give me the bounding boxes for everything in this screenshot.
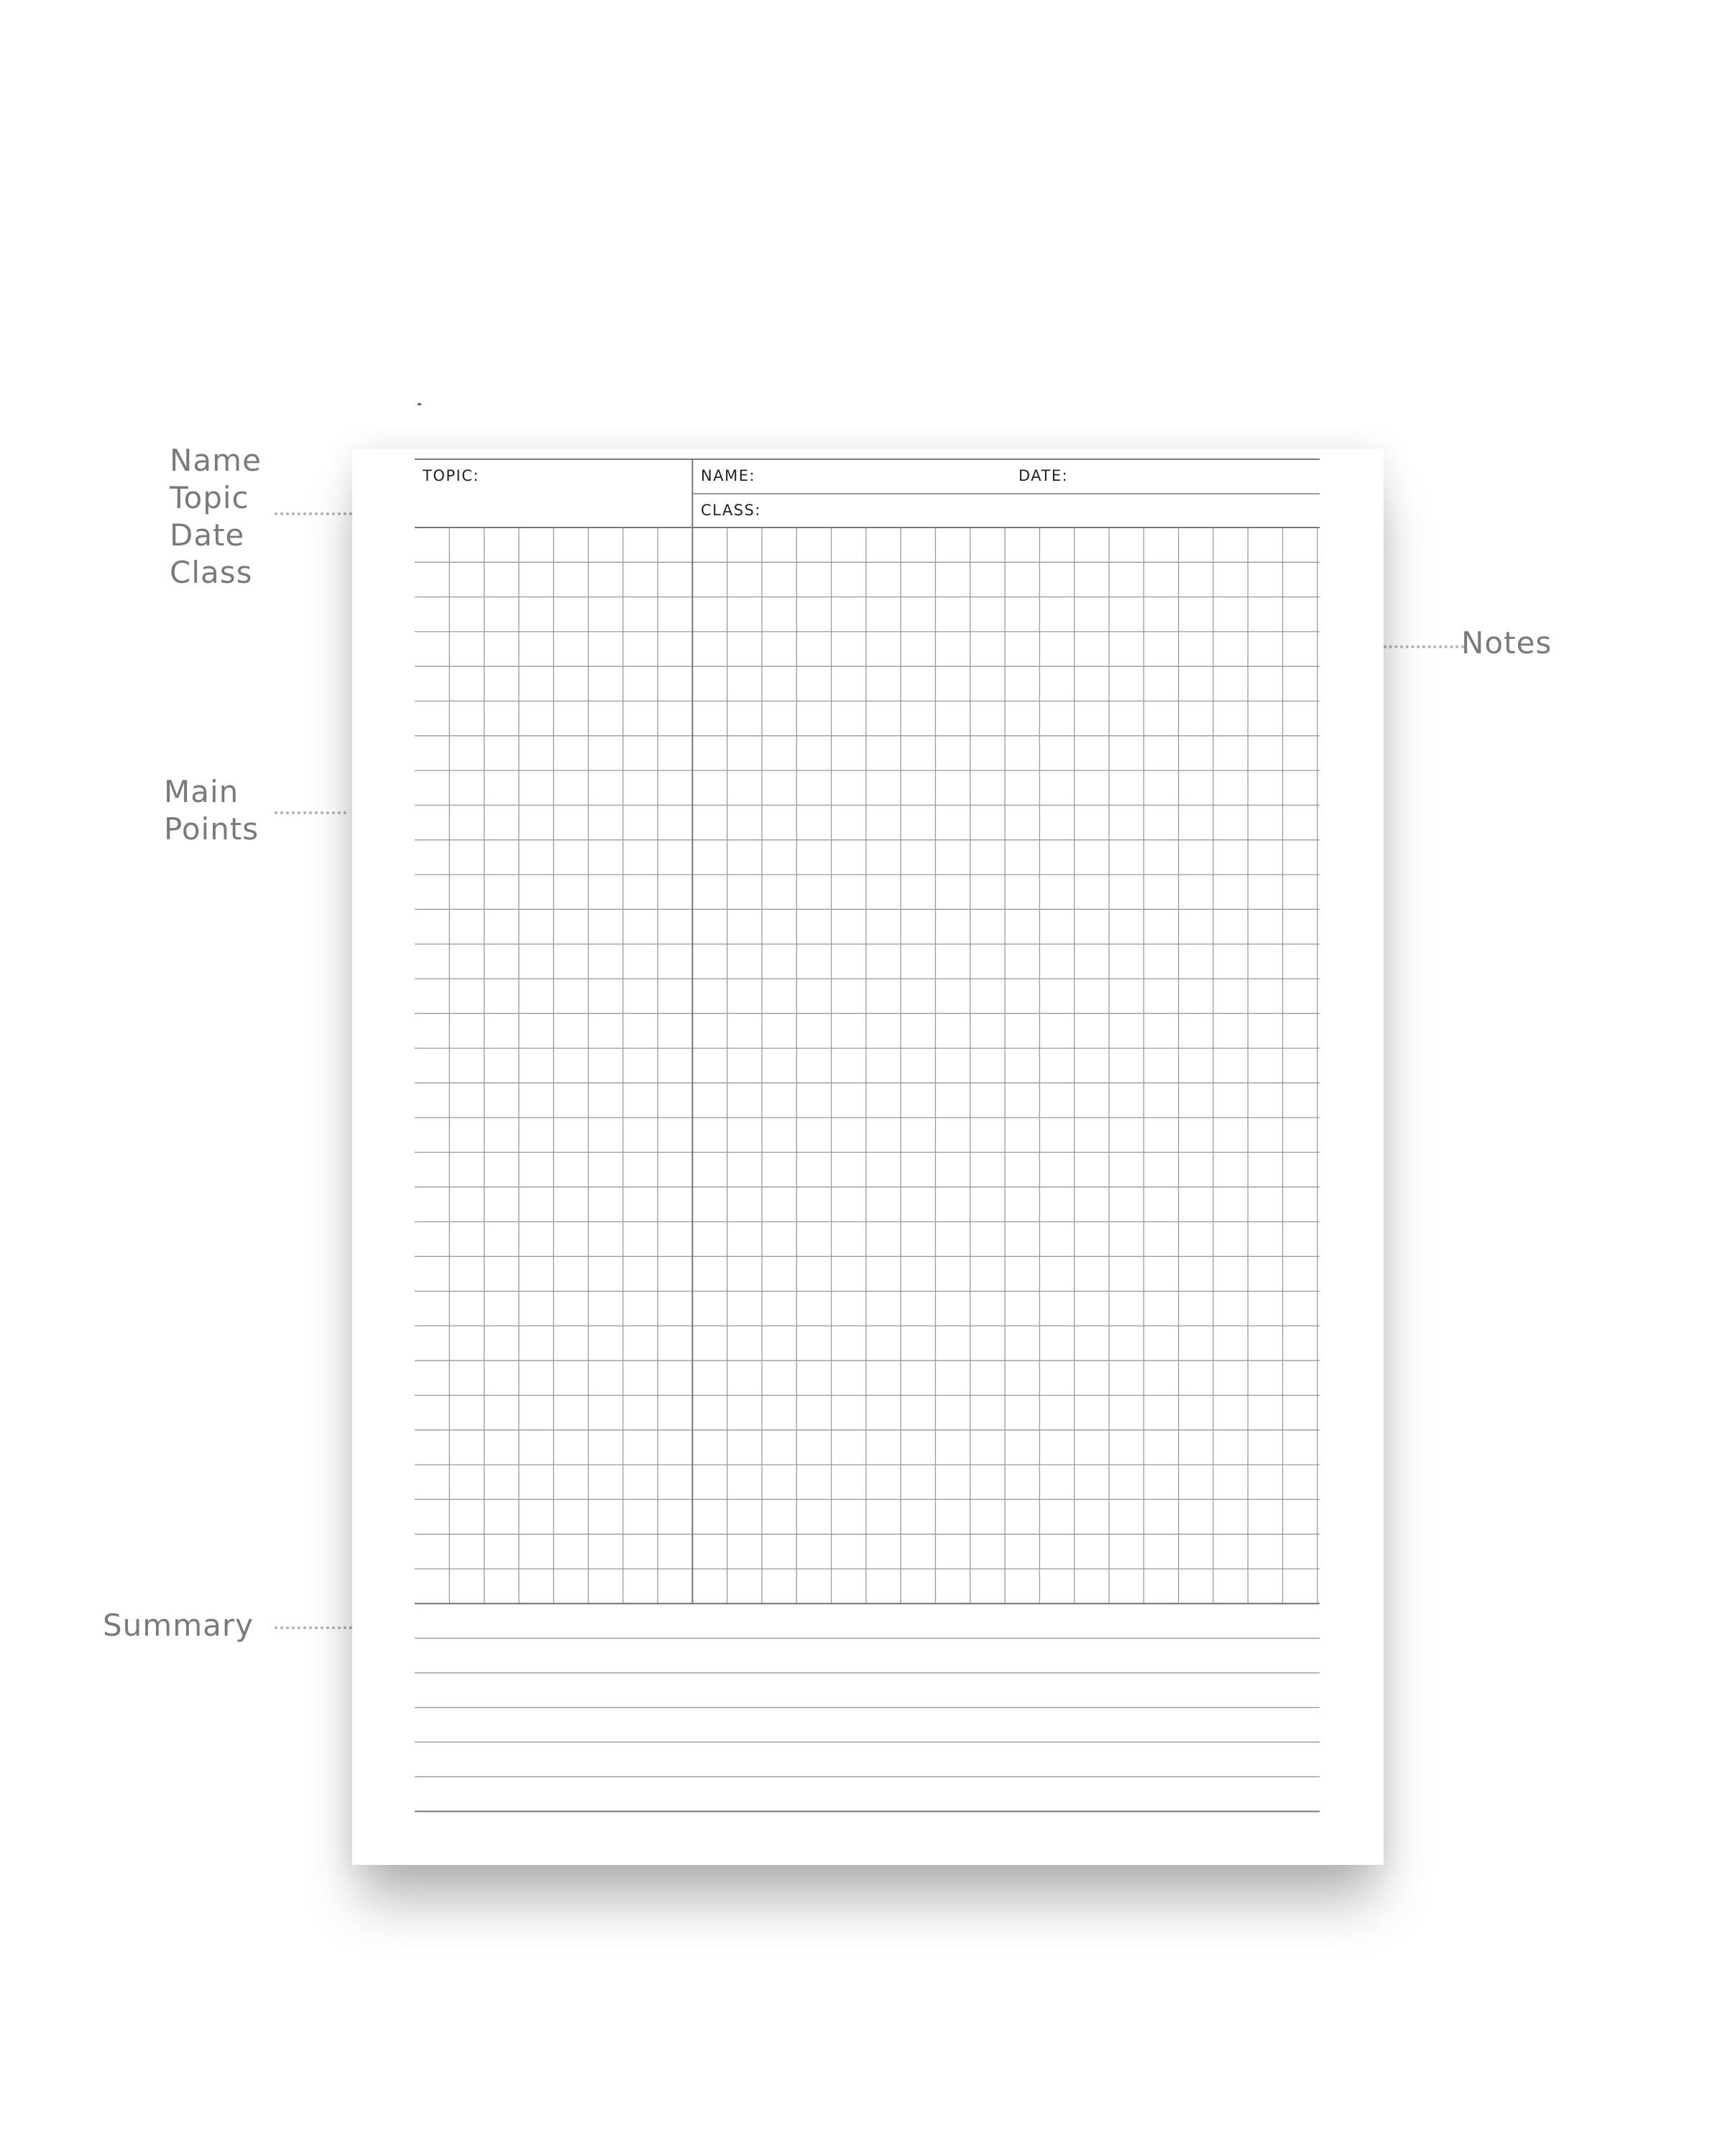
callout-points: Points [164,811,259,847]
class-label: CLASS: [701,502,761,519]
leader-main-points [275,811,346,814]
topic-label: TOPIC: [423,467,479,484]
callout-topic: Topic [170,480,249,515]
callout-header-fields [170,442,262,591]
callout-main-points [164,773,259,848]
callout-class: Class [170,555,253,590]
leader-header-fields [275,512,352,515]
callout-name: Name [170,443,262,478]
sheet-lines [415,459,1320,1817]
date-label: DATE: [1018,467,1069,484]
callout-summary: Summary [103,1608,254,1643]
leader-notes [1384,645,1464,648]
name-label: NAME: [701,467,756,484]
callout-date: Date [170,517,245,553]
callout-main: Main [164,774,239,809]
cornell-notes-sheet [415,459,1320,1817]
leader-summary [275,1626,352,1629]
stray-mark [418,403,421,405]
callout-notes: Notes [1461,625,1552,660]
